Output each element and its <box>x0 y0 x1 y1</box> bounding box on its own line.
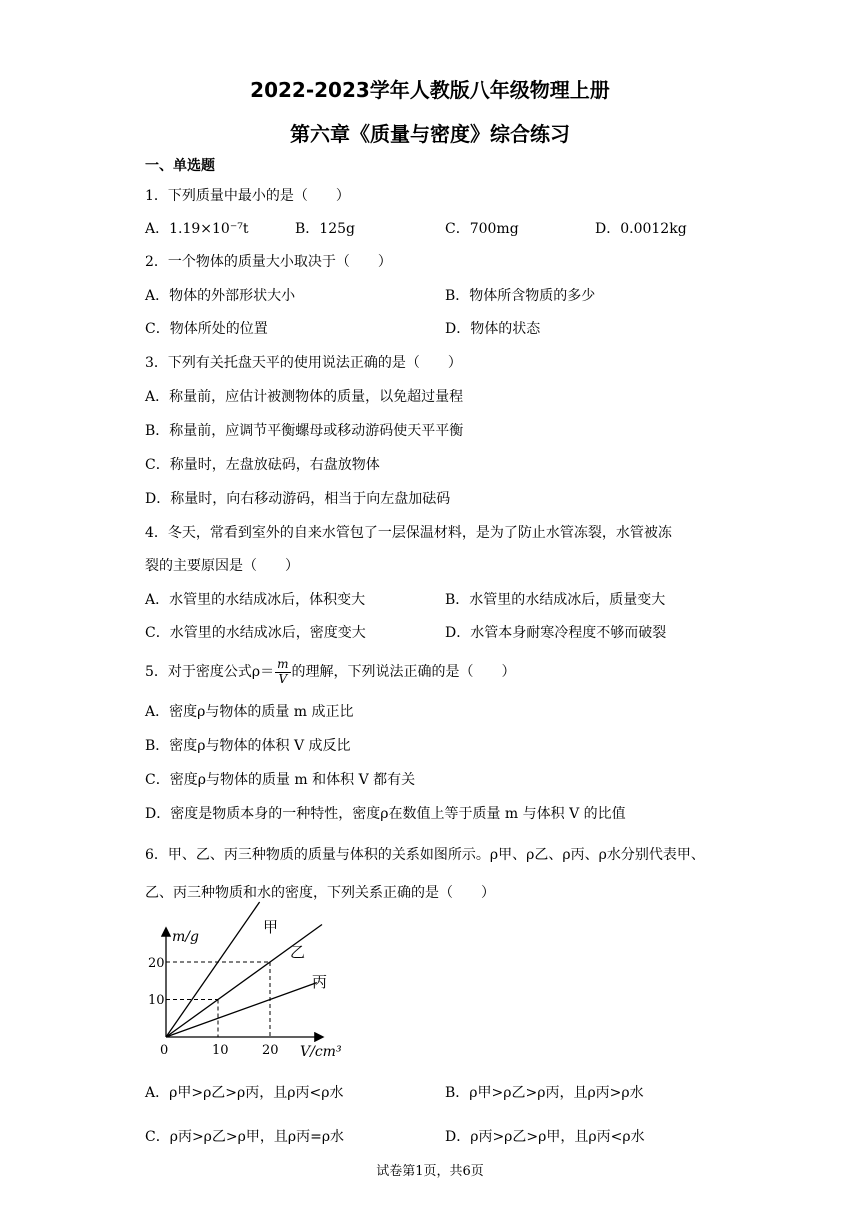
q6-option-a: A．ρ甲>ρ乙>ρ丙，且ρ丙<ρ水 <box>145 1085 344 1101</box>
x-axis-label: V/cm³ <box>300 1044 342 1060</box>
q3-option-d: D．称量时，向右移动游码，相当于向左盘加砝码 <box>145 491 451 507</box>
series-line-1 <box>166 902 260 1037</box>
origin-label: 0 <box>160 1043 169 1058</box>
y-axis-label: m/g <box>172 929 199 945</box>
mass-volume-graph <box>150 915 360 1065</box>
page-footer: 试卷第1页，共6页 <box>376 1164 484 1179</box>
q4-option-b: B．水管里的水结成冰后，质量变大 <box>445 592 666 608</box>
q5-stem-post: 的理解，下列说法正确的是（ ） <box>291 664 516 680</box>
q4-option-c: C．水管里的水结成冰后，密度变大 <box>145 625 366 641</box>
q1-stem: 1．下列质量中最小的是（ ） <box>145 188 350 204</box>
section-heading: 一、单选题 <box>145 158 215 174</box>
q5-option-a: A．密度ρ与物体的质量 m 成正比 <box>145 704 354 720</box>
q2-option-d: D．物体的状态 <box>445 321 541 337</box>
q1-option-d: D．0.0012kg <box>595 221 687 237</box>
q6-option-c: C．ρ丙>ρ乙>ρ甲，且ρ丙=ρ水 <box>145 1129 345 1145</box>
series-line-3 <box>166 983 317 1037</box>
q6-stem-line1: 6．甲、乙、丙三种物质的质量与体积的关系如图所示。ρ甲、ρ乙、ρ丙、ρ水分别代表甲、 <box>145 847 705 863</box>
line-label-bing: 丙 <box>312 973 328 991</box>
q6-stem-line2: 乙、丙三种物质和水的密度，下列关系正确的是（ ） <box>145 885 495 901</box>
line-label-yi: 乙 <box>290 943 306 961</box>
q2-option-a: A．物体的外部形状大小 <box>145 288 296 304</box>
y-tick-20: 20 <box>148 956 165 971</box>
y-tick-10: 10 <box>148 993 165 1008</box>
q5-option-d: D．密度是物质本身的一种特性，密度ρ在数值上等于质量 m 与体积 V 的比值 <box>145 806 626 822</box>
title-line2: 第六章《质量与密度》综合练习 <box>290 122 570 146</box>
q1-option-c: C．700mg <box>445 221 519 237</box>
q4-stem-line2: 裂的主要原因是（ ） <box>145 558 299 574</box>
q5-option-c: C．密度ρ与物体的质量 m 和体积 V 都有关 <box>145 772 416 788</box>
q4-stem-line1: 4．冬天，常看到室外的自来水管包了一层保温材料，是为了防止水管冻裂，水管被冻 <box>145 525 672 541</box>
q5-option-b: B．密度ρ与物体的体积 V 成反比 <box>145 738 351 754</box>
title-line1: 2022-2023学年人教版八年级物理上册 <box>250 78 610 102</box>
q3-option-b: B．称量前，应调节平衡螺母或移动游码使天平平衡 <box>145 423 464 439</box>
fraction-denominator: V <box>278 671 288 686</box>
q1-option-a: A．1.19×10⁻⁷t <box>145 221 249 237</box>
q6-option-d: D．ρ丙>ρ乙>ρ甲，且ρ丙<ρ水 <box>445 1129 645 1145</box>
q3-stem: 3．下列有关托盘天平的使用说法正确的是（ ） <box>145 355 462 371</box>
q4-option-a: A．水管里的水结成冰后，体积变大 <box>145 592 366 608</box>
q6-option-b: B．ρ甲>ρ乙>ρ丙，且ρ丙>ρ水 <box>445 1085 644 1101</box>
q2-option-b: B．物体所含物质的多少 <box>445 288 596 304</box>
q2-option-c: C．物体所处的位置 <box>145 321 268 337</box>
x-tick-20: 20 <box>262 1043 279 1058</box>
x-tick-10: 10 <box>212 1043 229 1058</box>
q2-stem: 2．一个物体的质量大小取决于（ ） <box>145 254 392 270</box>
fraction-numerator: m <box>277 657 289 672</box>
q3-option-a: A．称量前，应估计被测物体的质量，以免超过量程 <box>145 389 464 405</box>
density-formula-fraction <box>275 658 290 685</box>
q1-option-b: B．125g <box>295 221 355 237</box>
q4-option-d: D．水管本身耐寒冷程度不够而破裂 <box>445 625 667 641</box>
q5-stem-pre: 5．对于密度公式ρ＝ <box>145 664 275 680</box>
plot-area <box>166 902 322 1037</box>
q5-stem <box>145 657 516 687</box>
line-label-jia: 甲 <box>263 918 279 936</box>
q3-option-c: C．称量时，左盘放砝码，右盘放物体 <box>145 457 380 473</box>
